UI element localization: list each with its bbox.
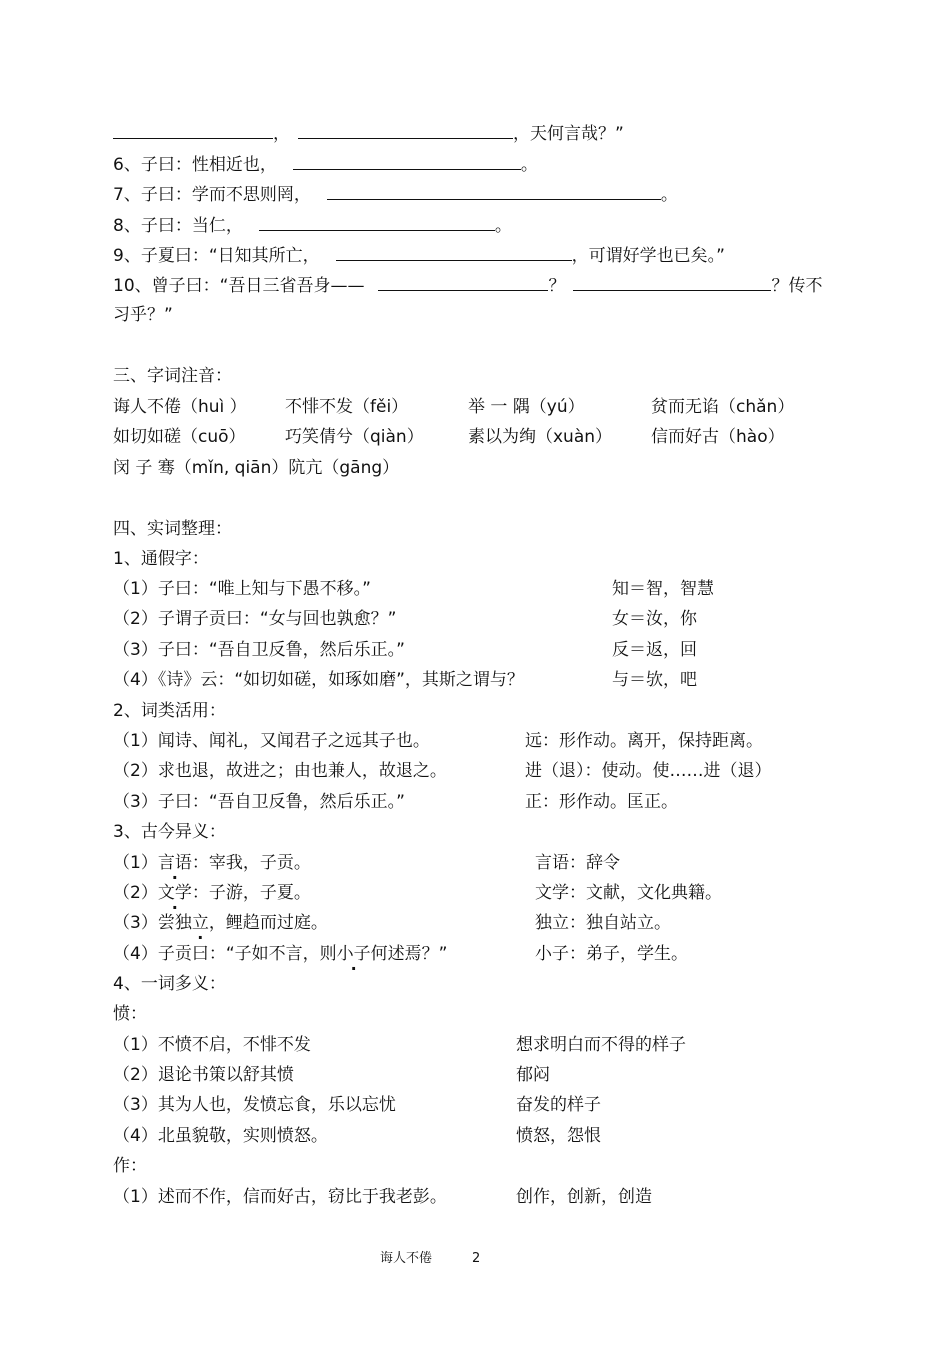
tongjia-meaning: 知＝智，智慧 <box>612 579 714 599</box>
page-number: 2 <box>472 1251 481 1266</box>
tongjia-sentence: （3）子曰：“吾自卫反鲁，然后乐正。” <box>113 640 405 660</box>
fill-line-6: 6、子曰：性相近也， 。 <box>113 155 538 175</box>
word-fen-title: 愤： <box>113 1004 147 1024</box>
pinyin-item: 素以为绚（xuàn） <box>468 427 613 447</box>
tongjia-meaning: 女＝汝，你 <box>612 609 697 629</box>
emphasized-word: 立 <box>191 913 209 933</box>
fen-sentence: （3）其为人也，发愤忘食，乐以忘忧 <box>113 1095 396 1115</box>
huoyong-sentence: （2）求也退，故进之；由也兼人，故退之。 <box>113 761 447 781</box>
fen-meaning: 愤怒，怨恨 <box>516 1126 601 1146</box>
tongjia-sentence: （1）子曰：“唯上知与下愚不移。” <box>113 579 371 599</box>
subsection-duoyi-title: 4、一词多义： <box>113 974 226 994</box>
fen-meaning: 奋发的样子 <box>516 1095 601 1115</box>
pinyin-item: 不悱不发（fěi） <box>285 397 409 417</box>
fill-line-continuation: ， ，天何言哉？” <box>113 122 624 145</box>
emphasized-word: 小子 <box>336 944 371 964</box>
gujin-meaning: 言语：辞令 <box>535 853 620 873</box>
footer-title: 诲人不倦 <box>380 1251 433 1266</box>
zuo-meaning: 创作，创新，创造 <box>516 1187 652 1207</box>
huoyong-sentence: （3）子曰：“吾自卫反鲁，然后乐正。” <box>113 792 405 812</box>
word-zuo-title: 作： <box>113 1156 147 1176</box>
fen-sentence: （1）不愤不启，不悱不发 <box>113 1035 311 1055</box>
pinyin-item: 如切如磋（cuō） <box>113 427 246 447</box>
tongjia-sentence: （2）子谓子贡曰：“女与回也孰愈？” <box>113 609 397 629</box>
answer-blank[interactable] <box>378 274 548 291</box>
pinyin-item: 举 一 隅（yú） <box>468 397 585 417</box>
answer-blank[interactable] <box>293 153 521 170</box>
emphasized-word: 文学 <box>157 883 192 903</box>
fen-sentence: （2）退论书策以舒其愤 <box>113 1065 294 1085</box>
gujin-sentence: （2）文学：子游，子夏。 <box>113 883 311 903</box>
gujin-sentence: （1）言语：宰我，子贡。 <box>113 853 311 873</box>
answer-blank[interactable] <box>113 122 273 139</box>
huoyong-meaning: 进（退）：使动。使……进（退） <box>525 761 772 781</box>
subsection-tongjia-title: 1、通假字： <box>113 549 209 569</box>
gujin-meaning: 小子：弟子，学生。 <box>535 944 688 964</box>
pinyin-item: 诲人不倦（huì ） <box>113 397 247 417</box>
answer-blank[interactable] <box>573 274 771 291</box>
pinyin-item: 信而好古（hào） <box>651 427 785 447</box>
fill-line-8: 8、子曰：当仁， 。 <box>113 216 512 236</box>
pinyin-item: 巧笑倩兮（qiàn） <box>285 427 424 447</box>
huoyong-meaning: 远：形作动。离开，保持距离。 <box>525 731 763 751</box>
pinyin-item: 闵 子 骞（mǐn, qiān）阬亢（gāng） <box>113 458 400 478</box>
answer-blank[interactable] <box>336 244 572 261</box>
answer-blank[interactable] <box>327 183 661 200</box>
subsection-gujin-title: 3、古今异义： <box>113 822 226 842</box>
section-3-title: 三、字词注音： <box>113 366 232 386</box>
gujin-meaning: 独立：独自站立。 <box>535 913 671 933</box>
fill-line-10: 10、曾子曰：“吾日三省吾身—— ？ ？传不 <box>113 276 823 296</box>
fill-line-10-cont: 习乎？” <box>113 305 173 325</box>
tongjia-meaning: 与＝欤，吧 <box>612 670 697 690</box>
fill-line-7: 7、子曰：学而不思则罔， 。 <box>113 185 678 205</box>
tongjia-meaning: 反＝返，回 <box>612 640 697 660</box>
fen-meaning: 想求明白而不得的样子 <box>516 1035 686 1055</box>
fen-meaning: 郁闷 <box>516 1065 550 1085</box>
gujin-sentence: （3）尝独立，鲤趋而过庭。 <box>113 913 328 933</box>
subsection-huoyong-title: 2、词类活用： <box>113 701 226 721</box>
answer-blank[interactable] <box>259 214 495 231</box>
huoyong-meaning: 正：形作动。匡正。 <box>525 792 678 812</box>
emphasized-word: 言语 <box>157 853 192 873</box>
answer-blank[interactable] <box>298 122 513 139</box>
section-4-title: 四、实词整理： <box>113 519 232 539</box>
tongjia-sentence: （4）《诗》云：“如切如磋，如琢如磨”，其斯之谓与？ <box>113 670 524 690</box>
zuo-sentence: （1）述而不作，信而好古，窃比于我老彭。 <box>113 1187 447 1207</box>
huoyong-sentence: （1）闻诗、闻礼，又闻君子之远其子也。 <box>113 731 430 751</box>
fen-sentence: （4）北虽貌敬，实则愤怒。 <box>113 1126 328 1146</box>
fill-line-9: 9、子夏曰：“日知其所亡， ，可谓好学也已矣。” <box>113 246 725 266</box>
pinyin-item: 贫而无谄（chǎn） <box>651 397 795 417</box>
gujin-meaning: 文学：文献，文化典籍。 <box>535 883 722 903</box>
gujin-sentence: （4）子贡曰：“子如不言，则小子何述焉？” <box>113 944 448 964</box>
